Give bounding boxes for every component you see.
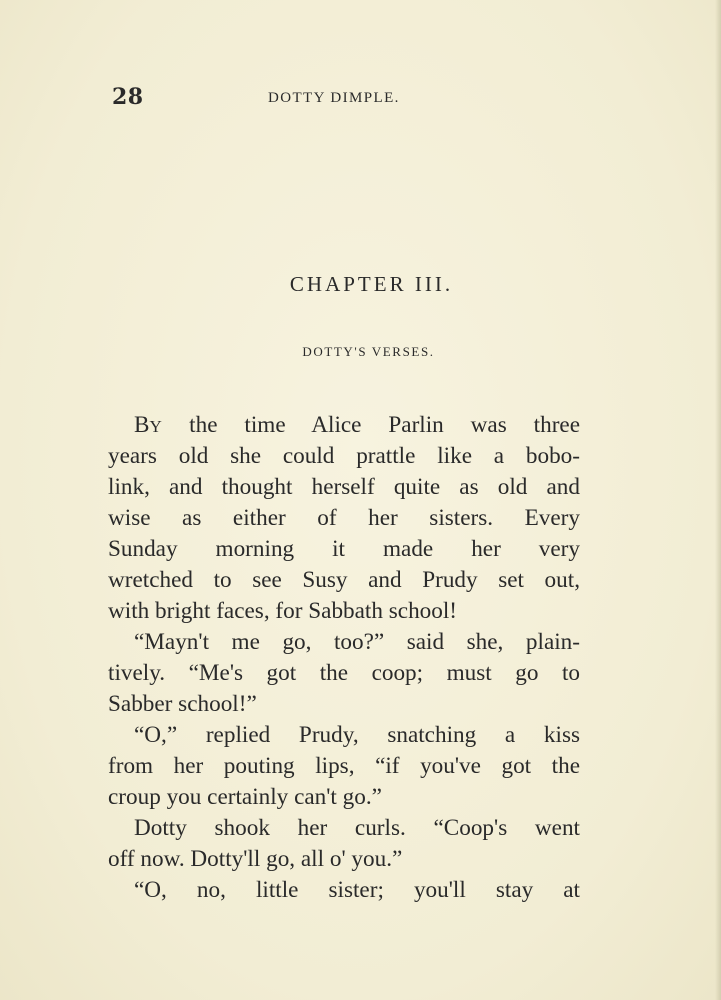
text-line: off now. Dotty'll go, all o' you.” <box>108 846 403 872</box>
text-line <box>108 410 580 441</box>
text-line: “O,” replied Prudy, snatching a kiss <box>134 722 580 748</box>
text-line: Dotty shook her curls. “Coop's went <box>134 815 580 841</box>
page-edge-shadow <box>715 0 721 1000</box>
text-line: wretched to see Susy and Prudy set out, <box>108 567 580 593</box>
page-number: 28 <box>112 84 144 110</box>
text-line: Sabber school!” <box>108 691 257 717</box>
text-line: Sunday morning it made her very <box>108 536 580 562</box>
text-line: with bright faces, for Sabbath school! <box>108 598 458 624</box>
text-line: link, and thought herself quite as old and <box>108 474 580 500</box>
text-line: “Mayn't me go, too?” said she, plain- <box>134 629 580 655</box>
line-text: the time Alice Parlin was three <box>162 412 580 438</box>
small-caps-rest: Y <box>149 417 163 436</box>
text-line: croup you certainly can't go.” <box>108 784 382 810</box>
text-line: wise as either of her sisters. Every <box>108 505 580 531</box>
chapter-title: CHAPTER III. <box>289 272 454 296</box>
body-text <box>108 410 580 906</box>
small-caps-initial: B <box>134 412 150 438</box>
text-line: years old she could prattle like a bobo- <box>108 443 580 469</box>
running-title: DOTTY DIMPLE. <box>268 90 400 106</box>
text-line: “O, no, little sister; you'll stay at <box>134 877 580 903</box>
text-line: tively. “Me's got the coop; must go to <box>108 660 580 686</box>
text-line: from her pouting lips, “if you've got the <box>108 753 580 779</box>
page-header <box>112 84 582 112</box>
chapter-subtitle: DOTTY'S VERSES. <box>302 344 435 359</box>
